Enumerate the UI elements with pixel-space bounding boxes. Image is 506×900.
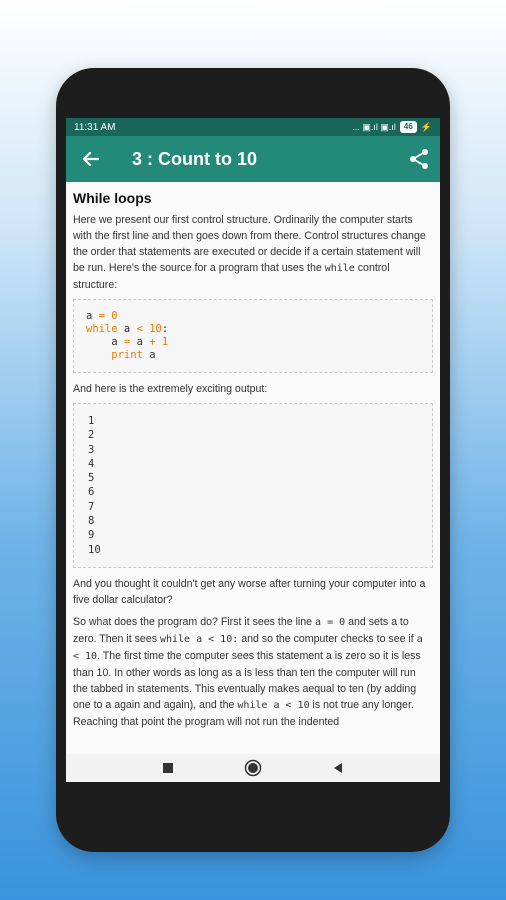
code-token: + (149, 336, 156, 348)
inline-code: a = 0 (315, 616, 346, 628)
code-token: = (92, 310, 112, 322)
code-token: a (86, 336, 124, 348)
paragraph-explanation (73, 614, 433, 730)
app-toolbar (66, 136, 440, 182)
explanation-text: and so the computer checks to see if (238, 632, 417, 645)
code-token: : (161, 323, 169, 335)
square-recents-icon[interactable] (158, 758, 178, 778)
charging-icon: ⚡ (420, 121, 432, 132)
intro-text-end: control structure: (73, 262, 390, 291)
output-line: 5 (88, 472, 95, 485)
circle-home-icon[interactable] (243, 758, 263, 778)
output-line: 3 (88, 443, 95, 456)
lesson-content (66, 182, 440, 752)
explanation-text: and sets a to zero. Then it sees (73, 615, 409, 645)
battery-icon: 46 (400, 121, 417, 133)
code-token: a (142, 349, 156, 361)
code-token: print (86, 349, 143, 361)
inline-code: a < 10 (73, 633, 423, 662)
page-title: 3 : Count to 10 (132, 148, 257, 169)
output-line: 6 (88, 486, 95, 499)
app-screen (66, 118, 440, 782)
inline-code: while a < 10: (159, 633, 239, 645)
code-token: while (86, 323, 118, 335)
status-time: 11:31 AM (74, 121, 116, 133)
output-intro: And here is the extremely exciting output: (73, 383, 268, 395)
output-line: 1 (88, 415, 95, 427)
code-token: 10 (142, 323, 162, 335)
explanation-text: So what does the program do? First it sees the line (73, 615, 316, 628)
system-nav-bar (66, 754, 440, 782)
arrow-left-icon[interactable] (66, 136, 114, 182)
intro-text: Here we present our first control structure. Ordinarily the computer starts with the first line and then goes down from there. Control structures change the order that statements are executed or decide if a certain statement will be run. Here's the source for a program that uses the (73, 214, 426, 274)
inline-code: while (324, 263, 355, 274)
code-token: a (117, 323, 137, 335)
output-line: 2 (88, 429, 95, 442)
code-token: 0 (111, 310, 118, 322)
output-line: 7 (88, 500, 95, 513)
triangle-back-icon[interactable] (328, 758, 348, 778)
share-icon[interactable] (408, 148, 430, 170)
paragraph-calculator: And you thought it couldn't get any worse after turning your computer into a five dollar calculator? (73, 577, 426, 606)
code-token: 1 (155, 336, 169, 348)
output-block (73, 403, 433, 568)
output-line: 8 (88, 515, 95, 528)
section-heading: While loops (73, 190, 152, 206)
signal-icons: ... ▣.ıl ▣.ıl (352, 121, 396, 132)
explanation-text: is not true any longer. Reaching that point the program will not run the indented (73, 698, 414, 728)
code-block (73, 299, 433, 373)
code-token: = (123, 336, 131, 348)
code-token: < (136, 323, 143, 335)
intro-paragraph (73, 212, 433, 293)
inline-code: while a < 10 (237, 699, 310, 711)
code-token: a (130, 336, 150, 348)
status-bar (66, 118, 440, 136)
status-icons (352, 121, 432, 133)
output-line: 10 (88, 543, 101, 556)
code-token: a (86, 310, 93, 322)
output-line: 9 (88, 529, 95, 542)
explanation-text: . The first time the computer sees this statement a is zero so it is less than 10. In other words as long as a is less than ten the computer will run the tabbed in statements. This eventually makes aequal to ten (by adding one to a again and again), and the (73, 649, 421, 711)
output-line: 4 (88, 457, 95, 470)
